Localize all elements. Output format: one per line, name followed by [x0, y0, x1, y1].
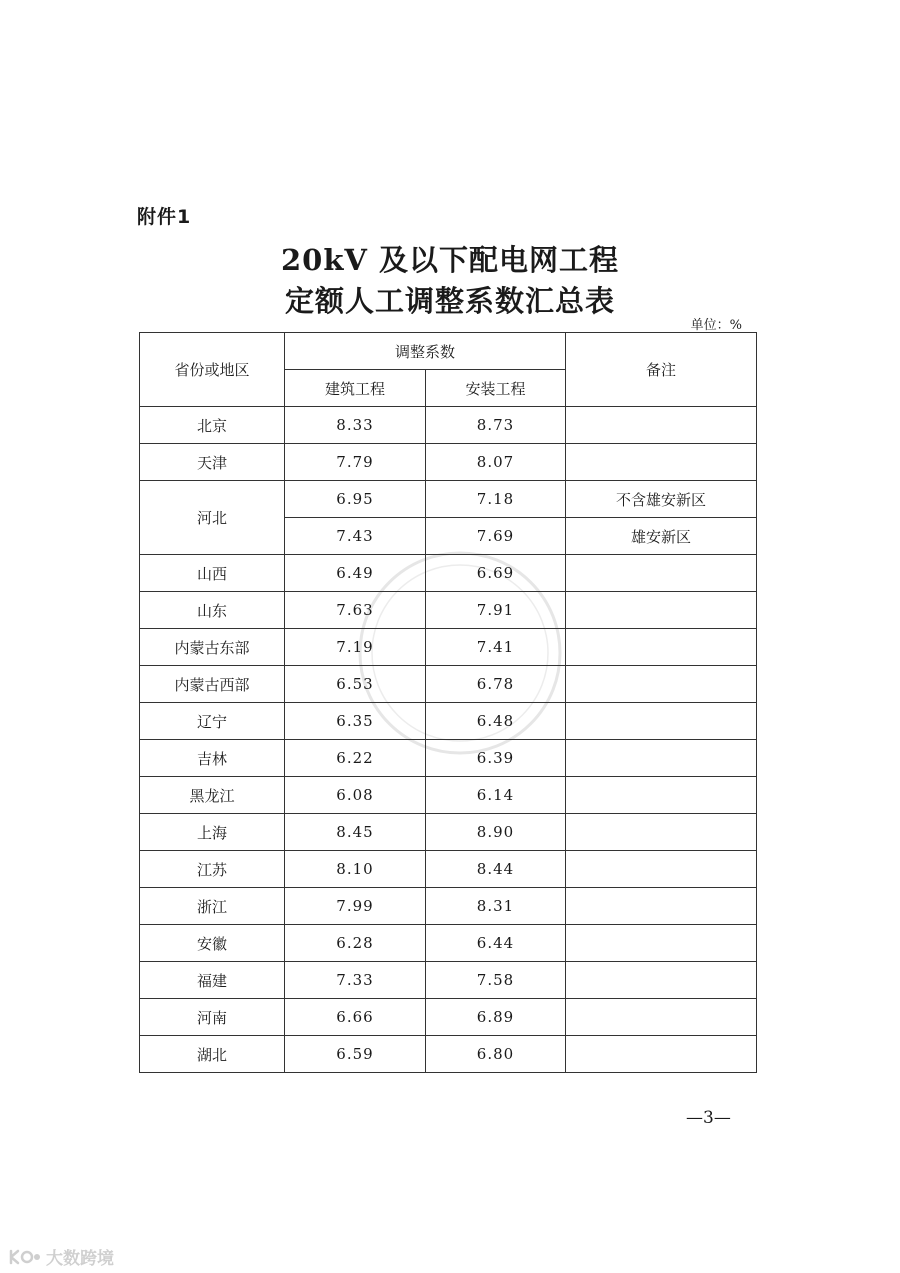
region-cell: 辽宁 [140, 703, 285, 740]
note-cell [566, 777, 757, 814]
table-row [140, 925, 757, 962]
region-cell: 山西 [140, 555, 285, 592]
construction-value: 6.49 [285, 555, 426, 592]
construction-value: 7.19 [285, 629, 426, 666]
note-cell [566, 814, 757, 851]
installation-value: 8.73 [426, 407, 566, 444]
region-cell: 北京 [140, 407, 285, 444]
installation-value: 6.78 [426, 666, 566, 703]
header-note: 备注 [566, 333, 757, 407]
note-cell: 不含雄安新区 [566, 481, 757, 518]
region-cell: 黑龙江 [140, 777, 285, 814]
construction-value: 6.95 [285, 481, 426, 518]
note-cell [566, 851, 757, 888]
table-row [140, 703, 757, 740]
region-cell: 湖北 [140, 1036, 285, 1073]
note-cell [566, 703, 757, 740]
construction-value: 7.43 [285, 518, 426, 555]
region-cell: 上海 [140, 814, 285, 851]
note-cell [566, 666, 757, 703]
note-cell [566, 888, 757, 925]
table-row [140, 962, 757, 999]
table-row [140, 444, 757, 481]
installation-value: 6.39 [426, 740, 566, 777]
watermark-text: 大数跨境 [46, 1249, 114, 1269]
installation-value: 6.48 [426, 703, 566, 740]
construction-value: 6.22 [285, 740, 426, 777]
installation-value: 6.80 [426, 1036, 566, 1073]
table-row [140, 888, 757, 925]
installation-value: 8.31 [426, 888, 566, 925]
table-row [140, 1036, 757, 1073]
note-cell [566, 592, 757, 629]
note-cell [566, 629, 757, 666]
header-construction: 建筑工程 [285, 370, 426, 407]
construction-value: 8.45 [285, 814, 426, 851]
installation-value: 6.44 [426, 925, 566, 962]
region-cell: 河北 [140, 481, 285, 555]
construction-value: 8.33 [285, 407, 426, 444]
note-cell [566, 1036, 757, 1073]
note-cell [566, 740, 757, 777]
region-cell: 内蒙古西部 [140, 666, 285, 703]
region-cell: 浙江 [140, 888, 285, 925]
region-cell: 安徽 [140, 925, 285, 962]
document-title-line2: 定额人工调整系数汇总表 [284, 284, 615, 318]
table-row [140, 481, 757, 518]
region-cell: 吉林 [140, 740, 285, 777]
construction-value: 6.35 [285, 703, 426, 740]
note-cell [566, 999, 757, 1036]
installation-value: 7.58 [426, 962, 566, 999]
table-row [140, 666, 757, 703]
table-row [140, 851, 757, 888]
installation-value: 7.91 [426, 592, 566, 629]
unit-label: 单位：% [690, 318, 742, 333]
installation-value: 7.18 [426, 481, 566, 518]
document-title-line1: 20kV 及以下配电网工程 [280, 243, 620, 277]
construction-value: 6.66 [285, 999, 426, 1036]
page-number: —3— [686, 1108, 731, 1128]
table-header-row [140, 333, 757, 370]
watermark [8, 1244, 114, 1269]
watermark-logo-icon [8, 1248, 42, 1266]
region-cell: 江苏 [140, 851, 285, 888]
header-adjustment-coefficient: 调整系数 [285, 333, 566, 370]
table-row [140, 555, 757, 592]
construction-value: 7.79 [285, 444, 426, 481]
region-cell: 福建 [140, 962, 285, 999]
installation-value: 6.69 [426, 555, 566, 592]
construction-value: 8.10 [285, 851, 426, 888]
installation-value: 7.41 [426, 629, 566, 666]
note-cell [566, 555, 757, 592]
note-cell [566, 962, 757, 999]
table-row [140, 629, 757, 666]
construction-value: 6.08 [285, 777, 426, 814]
installation-value: 8.07 [426, 444, 566, 481]
coefficient-table [139, 332, 757, 1073]
note-cell [566, 407, 757, 444]
installation-value: 8.90 [426, 814, 566, 851]
installation-value: 6.14 [426, 777, 566, 814]
table-row [140, 407, 757, 444]
installation-value: 6.89 [426, 999, 566, 1036]
table-row [140, 814, 757, 851]
note-cell [566, 925, 757, 962]
header-region: 省份或地区 [140, 333, 285, 407]
construction-value: 7.63 [285, 592, 426, 629]
table-row [140, 740, 757, 777]
note-cell: 雄安新区 [566, 518, 757, 555]
construction-value: 7.99 [285, 888, 426, 925]
region-cell: 天津 [140, 444, 285, 481]
construction-value: 6.59 [285, 1036, 426, 1073]
installation-value: 8.44 [426, 851, 566, 888]
table-row [140, 999, 757, 1036]
header-installation: 安装工程 [426, 370, 566, 407]
region-cell: 内蒙古东部 [140, 629, 285, 666]
construction-value: 6.53 [285, 666, 426, 703]
table-row [140, 777, 757, 814]
region-cell: 河南 [140, 999, 285, 1036]
note-cell [566, 444, 757, 481]
construction-value: 6.28 [285, 925, 426, 962]
construction-value: 7.33 [285, 962, 426, 999]
table-row [140, 592, 757, 629]
region-cell: 山东 [140, 592, 285, 629]
attachment-label: 附件1 [137, 206, 192, 228]
installation-value: 7.69 [426, 518, 566, 555]
